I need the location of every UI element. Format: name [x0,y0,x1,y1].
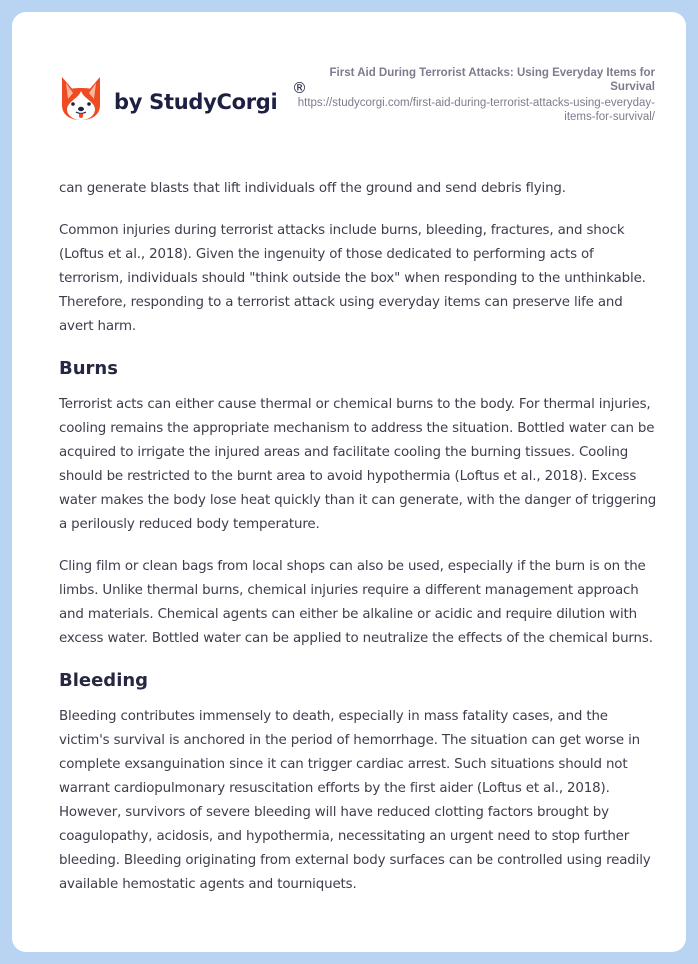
document-header [12,12,686,162]
intro-paragraph: Common injuries during terrorist attacks include burns, bleeding, fractures, and shock (Loftus et al., 2018). Given the ingenuity of those dedicated to performing acts of terrorism, individuals should "think outside the box" when responding to the unthinkable. Therefore, responding to a terrorist attack using everyday items can preserve life and avert harm. [59,223,646,334]
burns-paragraph-2: Cling film or clean bags from local shops can also be used, especially if the burn is on the limbs. Unlike thermal burns, chemical injuries require a different management approach and materials. Chemical agents can either be alkaline or acidic and require dilution with excess water. Bottled water can be applied to neutralize the effects of the chemical burns. [59,559,653,646]
document-card [12,12,686,952]
logo-wordmark: by StudyCorgi [114,90,278,114]
registered-mark: ® [292,79,307,97]
document-meta [295,66,655,124]
document-url[interactable]: https://studycorgi.com/first-aid-during-terrorist-attacks-using-everyday-items-for-survival/ [297,97,655,123]
studycorgi-logo[interactable] [60,75,307,121]
section-heading-burns: Burns [59,358,118,379]
intro-fragment: can generate blasts that lift individuals off the ground and send debris flying. [59,181,566,196]
document-title: First Aid During Terrorist Attacks: Using Everyday Items for Survival [329,67,655,93]
section-heading-bleeding: Bleeding [59,670,149,691]
burns-paragraph-1: Terrorist acts can either cause thermal or chemical burns to the body. For thermal injuries, cooling remains the appropriate mechanism to address the situation. Bottled water can be acquired to irrigate the injured areas and facilitate cooling the burning tissues. Cooling should be restricted to the burnt area to avoid hypothermia (Loftus et al., 2018). Excess water makes the body lose heat quickly than it can generate, with the danger of triggering a perilously reduced body temperature. [59,397,657,532]
corgi-icon [60,75,102,121]
document-body [59,177,659,915]
bleeding-paragraph-1: Bleeding contributes immensely to death, especially in mass fatality cases, and the victim's survival is anchored in the period of hemorrhage. The situation can get worse in complete exsanguination since it can trigger cardiac arrest. Such situations should not warrant cardiopulmonary resuscitation efforts by the first aider (Loftus et al., 2018). However, survivors of severe bleeding will have reduced clotting factors brought by coagulopathy, acidosis, and hypothermia, necessitating an urgent need to stop further bleeding. Bleeding originating from external body surfaces can be controlled using readily available hemostatic agents and tourniquets. [59,709,651,892]
